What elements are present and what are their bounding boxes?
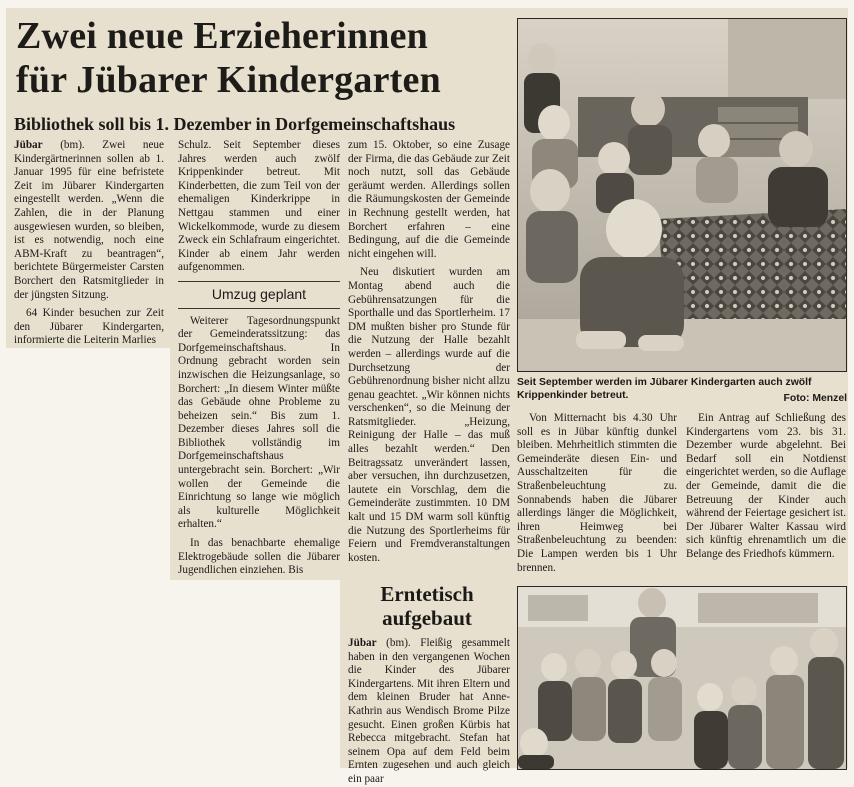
col3-paragraph-1: zum 15. Oktober, so eine Zusage der Firma, die das Gebäude zur Zeit noch nutzt, soll das Gebäude geräumt werden. Allerdings sollen die Räumungskosten der Gemeinde in Rechnung gestellt werden, hat Borchert erfahren – eine Bedingung, auf die die Gemeinde nicht eingehen will. [348, 139, 510, 260]
kindergarten-photo-image [518, 19, 846, 371]
col2-paragraph-3: In das benachbarte ehemalige Elektrogebäude sollen die Jübarer Jugendlichen einziehen. Bis [178, 537, 340, 577]
col3-paragraph-2: Neu diskutiert wurden am Montag abend auch die Gebührensatzungen für die Sporthalle und das Sportlerheim. 17 DM mußten bisher pro Stunde für die Nutzung der Halle bezahlt werden – allerdings wurde auf die Durchsetzung der Gebührenordnung bisher nicht allzu genau geachtet. „Wir können nichts verschenken“, so die Meinung der Ratsmitglieder. „Heizung, Reinigung der Halle – das muß alles bezahlt werden.“ Den Beitragssatz unverändert lassen, aber versuchen, ihn durchzusetzen, lautete ein Vorschlag, dem die Gemeinderäte zustimmten. 10 DM kalt und 15 DM warm soll künftig die Nutzung des Sportlerheims für Feiern und Fremdveranstaltungen kosten. [348, 266, 510, 564]
col4-paragraph-1: Von Mitternacht bis 4.30 Uhr soll es in Jübar künftig dunkel bleiben. Mehrheitlich stimmten die Gemeinderäte diesen Ein- und Ausschaltzeiten für die Straßenbeleuchtung zu. Sonnabends haben die Jübarer allerdings länger die Möglichkeit, ihren Heimweg bei Straßenbeleuchtung zu beenden: Die Lampen werden bis 1 Uhr brennen. [517, 412, 677, 574]
kindergarten-photo [517, 18, 847, 372]
article-headline [16, 14, 506, 102]
article-column-1 [14, 139, 164, 353]
harvest-table-photo-image [518, 587, 846, 769]
col1-paragraph-2: 64 Kinder besuchen zur Zeit den Jübarer Kindergarten, informierte die Leiterin Marlies [14, 307, 164, 347]
col5-paragraph-1: Ein Antrag auf Schließung des Kindergartens vom 23. bis 31. Dezember wurde abgelehnt. Bei Bedarf soll ein Notdienst eingerichtet werden, so die Auflage der Gemeinde, damit die die Betreuung der Kinder auch während der Feiertage gesichert ist. Der Jübarer Walter Kassau wird sich künftig ehrenamtlich um die Belange des Friedhofs kümmern. [686, 412, 846, 560]
photo-caption [517, 377, 847, 405]
article-column-3 [348, 139, 510, 570]
article-subhead: Bibliothek soll bis 1. Dezember in Dorfgemeinschaftshaus [14, 114, 456, 134]
col2-paragraph-2: Weiterer Tagesordnungspunkt der Gemeinderatssitzung: das Dorfgemeinschaftshaus. In Ordnung gebracht worden sein inzwischen die Heizungsanlage, so Borchert: „In diesem Winter müßte das Gebäude ohne Probleme zu beheizen sein.“ Bis zum 1. Dezember dieses Jahres soll die Bibliothek vollständig im Dorfgemeinschaftshaus untergebracht sein. Borchert: „Wir wollen der Gemeinde die Einrichtung so lange wie möglich als kulturelle Möglichkeit erhalten.“ [178, 314, 340, 531]
col2-paragraph-1: Schulz. Seit September dieses Jahres werden auch zwölf Krippenkinder betreut. Mit Kinderbetten, die zum Teil von der ehemaligen Kinderkrippe in Nettgau stammen und einer Wickelkommode, wurde zu diesem Zweck ein Schlafraum eingerichtet. Kinder ab einem Jahr werden aufgenommen. [178, 139, 340, 274]
section-title: Umzug geplant [211, 285, 307, 302]
second-article-paragraph: Jübar (bm). Fleißig gesammelt haben in den vergangenen Wochen die Kinder des Jübarer Kindergartens. Mit ihren Eltern und dem kleinen Bruder hat Anne-Kathrin aus Wendisch Brome Pilze gesucht. Einen großen Kürbis hat Rebecca mitgebracht. Stefan hat seinem Opa auf dem Feld beim Ernten zugesehen und auch gleich ein paar [348, 637, 510, 785]
section-rule-top [178, 281, 340, 282]
article-column-2 [178, 139, 340, 583]
article-column-4 [517, 412, 677, 580]
second-headline-line-1: Erntetisch [380, 582, 474, 606]
headline-line-1: Zwei neue Erzieherinnen [16, 15, 429, 57]
second-article-body [348, 637, 510, 785]
headline-line-2: für Jübarer Kindergarten [16, 59, 441, 101]
photo-credit: Foto: Menzel [783, 392, 847, 404]
dateline: Jübar [14, 139, 43, 151]
second-dateline: Jübar [348, 637, 377, 649]
article-column-5 [686, 412, 846, 567]
col1-paragraph-1: Jübar (bm). Zwei neue Kindergärtnerinnen sollen ab 1. Januar 1995 für eine befristete Zeit im Jübarer Kindergarten eingestellt werden. „Wenn die Zahlen, die in der Planung ausgewiesen wurden, so bleiben, ist es notwendig, noch eine ABM-Kraft zu beantragen“, berichtete Bürgermeister Carsten Borchert den Ratsmitglieder in der jüngsten Sitzung. [14, 139, 164, 301]
harvest-table-photo [517, 586, 847, 770]
second-headline-line-2: aufgebaut [382, 606, 472, 630]
section-rule-bottom [178, 308, 340, 309]
photo-caption-text: Seit September werden im Jübarer Kindergarten auch zwölf Krippenkinder betreut. [517, 377, 812, 401]
second-article-headline [344, 582, 510, 630]
